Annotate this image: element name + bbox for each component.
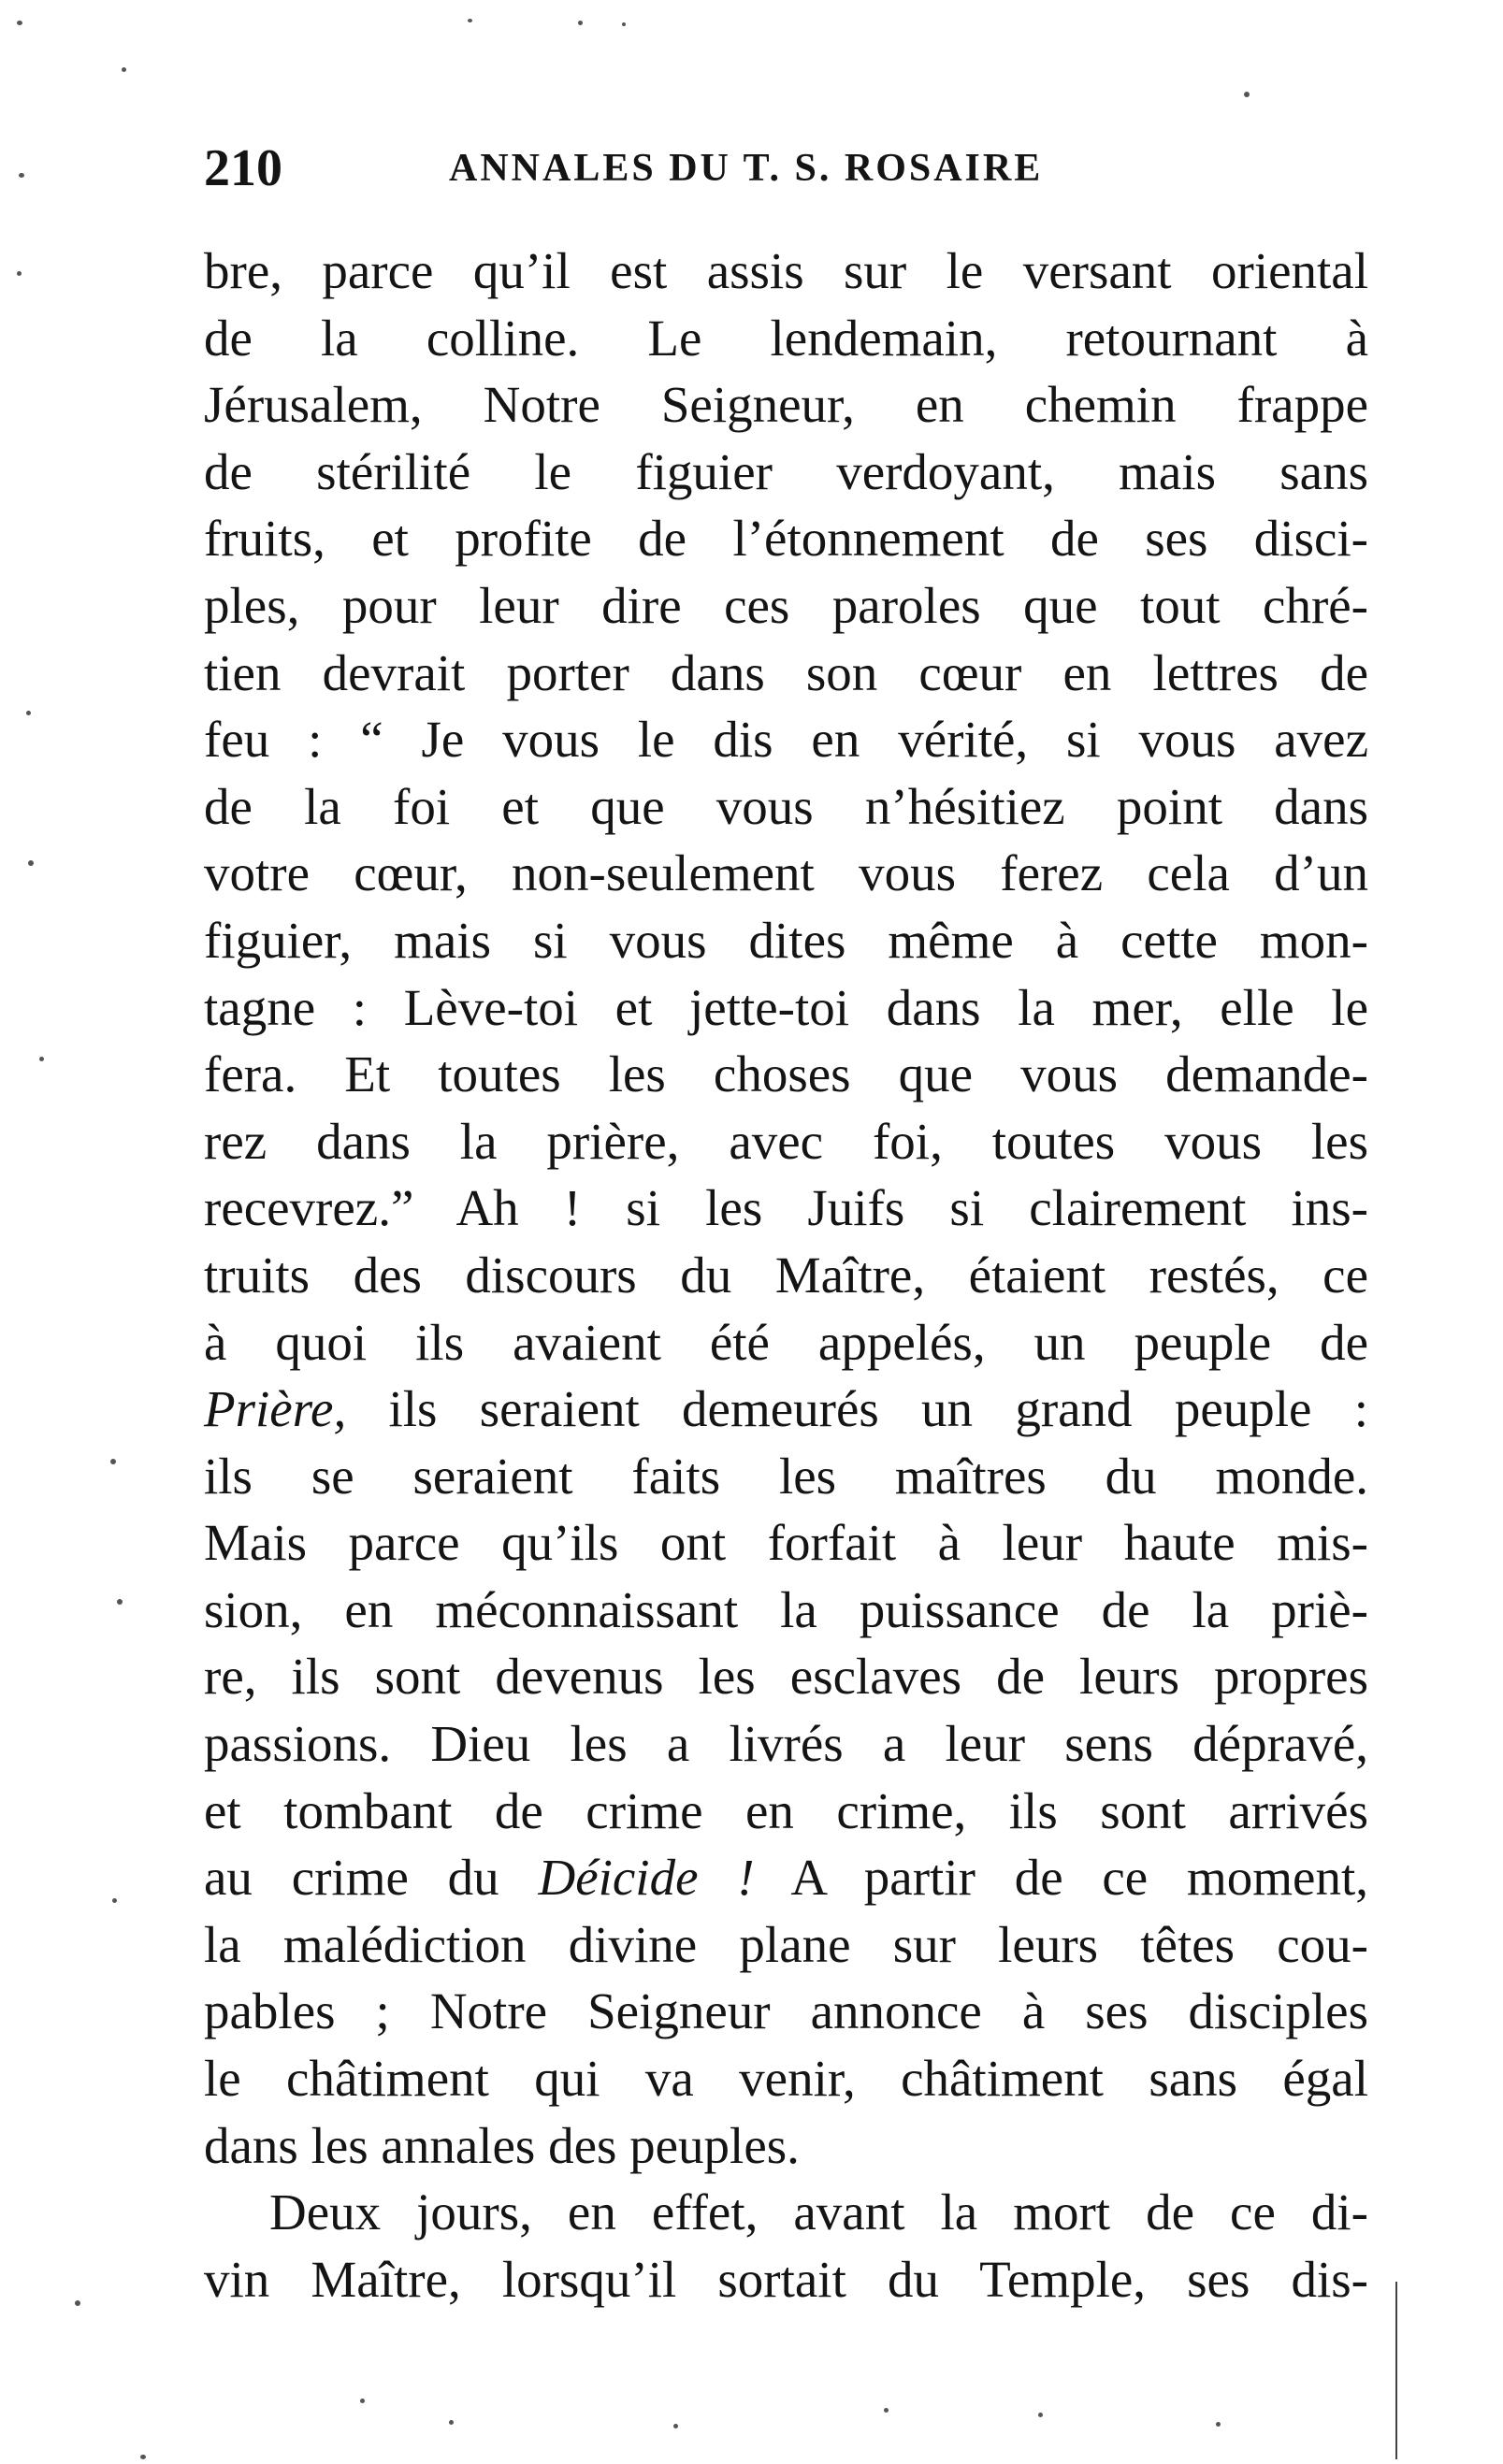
text-line [204, 1643, 1368, 1710]
text-segment: au crime du [204, 1849, 539, 1907]
text-line [204, 773, 1368, 841]
text-segment: la malédiction divine plane sur leurs têtes cou- [204, 1915, 1368, 1973]
text-line [204, 1978, 1368, 2045]
text-segment: vin Maître, lorsqu’il sortait du Temple, ses dis- [204, 2250, 1368, 2308]
text-segment: et tombant de crime en crime, ils sont arrivés [204, 1781, 1368, 1839]
text-segment: fera. Et toutes les choses que vous demande- [204, 1045, 1368, 1103]
text-segment: A partir de ce moment, [754, 1849, 1368, 1907]
text-segment: ples, pour leur dire ces paroles que tout chré- [204, 576, 1368, 634]
text-line [204, 1309, 1368, 1376]
running-title: ANNALES DU T. S. ROSAIRE [449, 147, 1044, 190]
text-segment: Jérusalem, Notre Seigneur, en chemin frappe [204, 376, 1368, 434]
text-line [204, 2246, 1368, 2313]
text-line [204, 1710, 1368, 1778]
text-line [204, 1911, 1368, 1979]
text-segment: recevrez.” Ah ! si les Juifs si clairement ins- [204, 1179, 1368, 1237]
text-line [204, 2112, 1368, 2180]
text-line [204, 1041, 1368, 1108]
body-text [204, 238, 1368, 2313]
text-line [204, 1443, 1368, 1510]
text-line [204, 305, 1368, 372]
text-segment: passions. Dieu les a livrés a leur sens dépravé, [204, 1715, 1368, 1773]
text-segment: truits des discours du Maître, étaient restés, ce [204, 1246, 1368, 1304]
text-line [204, 238, 1368, 305]
text-line [204, 1376, 1368, 1443]
text-segment: feu : “ Je vous le dis en vérité, si vous avez [204, 711, 1368, 769]
text-segment: Mais parce qu’ils ont forfait à leur haute mis- [204, 1514, 1368, 1572]
margin-mark [1395, 2282, 1397, 2459]
text-segment: ils se seraient faits les maîtres du monde. [204, 1447, 1368, 1505]
text-segment: pables ; Notre Seigneur annonce à ses disciples [204, 1982, 1368, 2040]
text-segment: tagne : Lève-toi et jette-toi dans la mer, elle le [204, 978, 1368, 1036]
text-segment: de la colline. Le lendemain, retournant à [204, 309, 1368, 367]
text-line [204, 1778, 1368, 1845]
text-segment: de la foi et que vous n’hésitiez point dans [204, 777, 1368, 835]
page-header [204, 131, 1364, 206]
text-segment: à quoi ils avaient été appelés, un peuple de [204, 1313, 1368, 1371]
text-segment: votre cœur, non-seulement vous ferez cela d’un [204, 844, 1368, 902]
text-segment: Deux jours, en effet, avant la mort de ce di- [269, 2183, 1368, 2241]
text-segment: le châtiment qui va venir, châtiment sans égal [204, 2050, 1368, 2108]
italic-text: Prière, [204, 1380, 347, 1438]
text-segment: fruits, et profite de l’étonnement de ses disci- [204, 510, 1368, 568]
text-segment: sion, en méconnaissant la puissance de la priè- [204, 1580, 1368, 1638]
text-line [204, 1577, 1368, 1644]
text-line [204, 907, 1368, 974]
text-segment: ils seraient demeurés un grand peuple : [346, 1380, 1368, 1438]
text-segment: figuier, mais si vous dites même à cette mon- [204, 911, 1368, 969]
text-line [204, 640, 1368, 707]
text-line [204, 706, 1368, 773]
text-line [204, 1108, 1368, 1175]
text-line [204, 1844, 1368, 1911]
text-line [204, 2045, 1368, 2112]
text-segment: re, ils sont devenus les esclaves de leurs propres [204, 1648, 1368, 1706]
page-number: 210 [204, 139, 282, 197]
text-line [204, 2179, 1368, 2246]
text-line [204, 439, 1368, 506]
text-segment: dans les annales des peuples. [204, 2116, 800, 2174]
text-line [204, 572, 1368, 640]
text-segment: de stérilité le figuier verdoyant, mais sans [204, 442, 1368, 500]
text-line [204, 1174, 1368, 1242]
text-line [204, 1242, 1368, 1309]
text-line [204, 974, 1368, 1042]
text-line [204, 371, 1368, 439]
text-line [204, 840, 1368, 907]
text-line [204, 1509, 1368, 1577]
italic-text: Déicide ! [538, 1849, 755, 1907]
text-line [204, 505, 1368, 572]
text-segment: bre, parce qu’il est assis sur le versant oriental [204, 242, 1368, 299]
text-segment: tien devrait porter dans son cœur en lettres de [204, 643, 1368, 701]
text-segment: rez dans la prière, avec foi, toutes vous les [204, 1112, 1368, 1170]
